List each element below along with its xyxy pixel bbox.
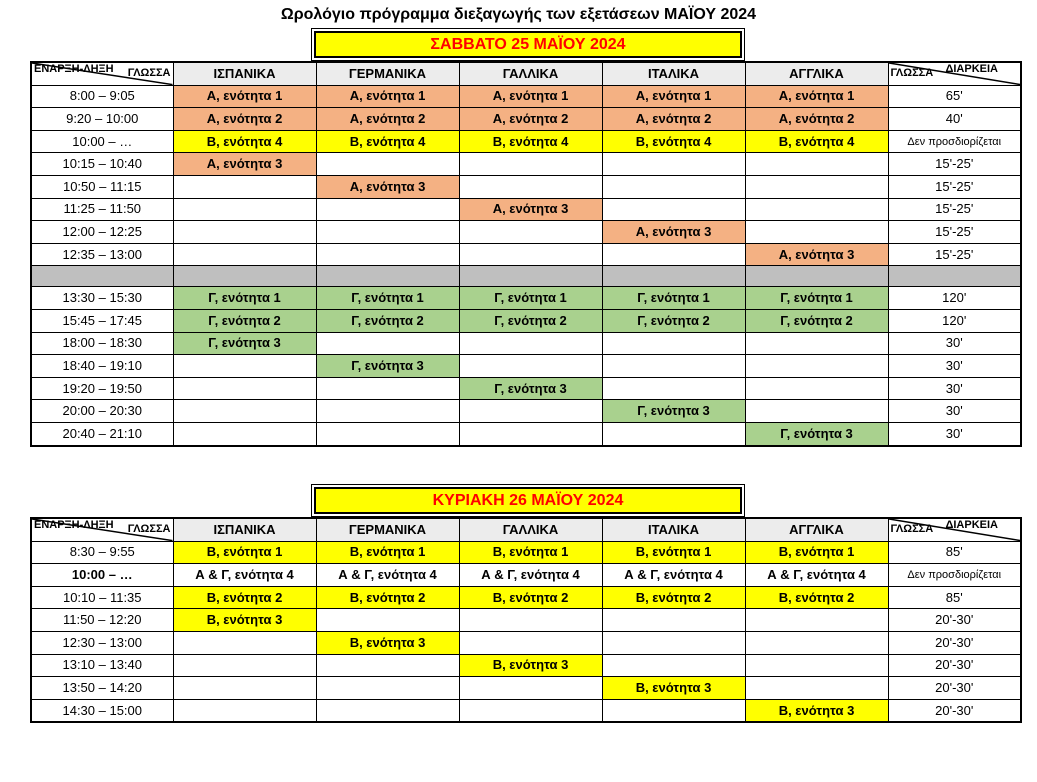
exam-cell — [173, 355, 316, 378]
exam-cell: Β, ενότητα 2 — [173, 586, 316, 609]
exam-cell — [459, 631, 602, 654]
exam-cell — [745, 153, 888, 176]
duration-cell: 15'-25' — [888, 221, 1021, 244]
duration-cell: 20'-30' — [888, 654, 1021, 677]
exam-cell: Α, ενότητα 1 — [459, 85, 602, 108]
exam-cell — [316, 699, 459, 722]
break-cell — [316, 266, 459, 287]
time-slot: 15:45 – 17:45 — [31, 309, 173, 332]
exam-cell: Β, ενότητα 4 — [602, 130, 745, 153]
schedule-row — [31, 677, 1021, 700]
schedule-row — [31, 586, 1021, 609]
exam-cell — [173, 699, 316, 722]
exam-cell: Γ, ενότητα 2 — [745, 309, 888, 332]
exam-cell — [459, 609, 602, 632]
schedule-row — [31, 198, 1021, 221]
exam-cell: Α & Γ, ενότητα 4 — [173, 564, 316, 587]
exam-cell: Γ, ενότητα 2 — [316, 309, 459, 332]
exam-cell — [602, 631, 745, 654]
duration-cell: 120' — [888, 309, 1021, 332]
exam-cell — [173, 422, 316, 445]
time-slot: 8:30 – 9:55 — [31, 541, 173, 564]
time-slot: 12:00 – 12:25 — [31, 221, 173, 244]
exam-cell — [173, 221, 316, 244]
header-language: ΑΓΓΛΙΚΑ — [745, 518, 888, 541]
header-glossa-label: ΓΛΩΣΣΑ — [890, 523, 934, 535]
time-slot: 12:30 – 13:00 — [31, 631, 173, 654]
exam-cell: Γ, ενότητα 2 — [602, 309, 745, 332]
exam-cell: Β, ενότητα 4 — [745, 130, 888, 153]
duration-cell: 15'-25' — [888, 153, 1021, 176]
exam-cell: Β, ενότητα 3 — [602, 677, 745, 700]
duration-cell: 15'-25' — [888, 243, 1021, 266]
exam-cell: Α & Γ, ενότητα 4 — [459, 564, 602, 587]
schedule-row — [31, 153, 1021, 176]
exam-cell: Β, ενότητα 1 — [459, 541, 602, 564]
time-slot: 10:10 – 11:35 — [31, 586, 173, 609]
exam-cell: Α, ενότητα 3 — [745, 243, 888, 266]
exam-cell: Γ, ενότητα 1 — [459, 287, 602, 310]
schedule-row — [31, 654, 1021, 677]
duration-cell: 30' — [888, 422, 1021, 445]
exam-cell: Β, ενότητα 1 — [316, 541, 459, 564]
schedule-row — [31, 377, 1021, 400]
duration-cell: 30' — [888, 332, 1021, 355]
schedule-row — [31, 422, 1021, 445]
exam-cell: Β, ενότητα 2 — [459, 586, 602, 609]
header-glossa-duration — [888, 62, 1021, 85]
duration-cell: Δεν προσδιορίζεται — [888, 564, 1021, 587]
duration-cell: 20'-30' — [888, 699, 1021, 722]
time-slot: 20:40 – 21:10 — [31, 422, 173, 445]
time-slot: 10:15 – 10:40 — [31, 153, 173, 176]
exam-cell — [316, 677, 459, 700]
exam-cell: Β, ενότητα 3 — [459, 654, 602, 677]
schedule-row — [31, 400, 1021, 423]
header-start-end-label: ΕΝΑΡΞΗ-ΛΗΞΗ — [34, 62, 114, 75]
exam-cell: Β, ενότητα 1 — [602, 541, 745, 564]
exam-cell — [602, 355, 745, 378]
duration-cell: 30' — [888, 355, 1021, 378]
exam-cell — [316, 221, 459, 244]
header-glossa-label: ΓΛΩΣΣΑ — [890, 67, 934, 79]
exam-cell — [173, 631, 316, 654]
break-row — [31, 266, 1021, 287]
header-row — [31, 62, 1021, 85]
exam-cell — [316, 609, 459, 632]
day2-schedule-table — [30, 517, 1022, 723]
exam-cell — [316, 332, 459, 355]
header-language: ΓΕΡΜΑΝΙΚΑ — [316, 62, 459, 85]
exam-cell — [602, 175, 745, 198]
header-glossa-start-end — [31, 62, 173, 85]
exam-cell — [745, 631, 888, 654]
exam-cell: Γ, ενότητα 3 — [173, 332, 316, 355]
time-slot: 10:00 – … — [31, 564, 173, 587]
time-slot: 12:35 – 13:00 — [31, 243, 173, 266]
exam-cell — [602, 153, 745, 176]
exam-cell: Α & Γ, ενότητα 4 — [602, 564, 745, 587]
exam-cell: Β, ενότητα 2 — [602, 586, 745, 609]
schedule-row — [31, 564, 1021, 587]
duration-cell: 30' — [888, 400, 1021, 423]
exam-cell — [745, 677, 888, 700]
day1-title: ΣΑΒΒΑΤΟ 25 ΜΑΪΟΥ 2024 — [314, 31, 742, 58]
time-slot: 14:30 – 15:00 — [31, 699, 173, 722]
break-cell — [459, 266, 602, 287]
exam-cell — [745, 332, 888, 355]
exam-cell — [173, 677, 316, 700]
break-cell — [745, 266, 888, 287]
duration-cell: 65' — [888, 85, 1021, 108]
time-slot: 13:50 – 14:20 — [31, 677, 173, 700]
exam-cell: Γ, ενότητα 1 — [316, 287, 459, 310]
exam-cell: Α, ενότητα 2 — [316, 108, 459, 131]
exam-cell: Γ, ενότητα 3 — [316, 355, 459, 378]
exam-cell: Α, ενότητα 3 — [316, 175, 459, 198]
exam-cell — [459, 400, 602, 423]
exam-cell — [459, 332, 602, 355]
time-slot: 9:20 – 10:00 — [31, 108, 173, 131]
duration-cell: 20'-30' — [888, 677, 1021, 700]
exam-cell: Γ, ενότητα 1 — [173, 287, 316, 310]
duration-cell: 120' — [888, 287, 1021, 310]
exam-cell — [745, 609, 888, 632]
header-language: ΓΑΛΛΙΚΑ — [459, 62, 602, 85]
header-language: ΙΣΠΑΝΙΚΑ — [173, 518, 316, 541]
exam-cell: Α, ενότητα 1 — [316, 85, 459, 108]
exam-cell: Α, ενότητα 1 — [602, 85, 745, 108]
exam-cell — [459, 221, 602, 244]
exam-cell — [316, 153, 459, 176]
exam-cell — [745, 654, 888, 677]
exam-cell: Γ, ενότητα 3 — [459, 377, 602, 400]
header-glossa-label: ΓΛΩΣΣΑ — [127, 67, 171, 79]
header-language: ΑΓΓΛΙΚΑ — [745, 62, 888, 85]
exam-cell — [173, 654, 316, 677]
exam-cell: Β, ενότητα 2 — [745, 586, 888, 609]
exam-cell — [459, 699, 602, 722]
exam-cell: Γ, ενότητα 3 — [745, 422, 888, 445]
exam-cell — [459, 153, 602, 176]
schedule-row — [31, 243, 1021, 266]
duration-cell: 85' — [888, 541, 1021, 564]
duration-cell: 40' — [888, 108, 1021, 131]
exam-cell — [602, 422, 745, 445]
break-cell — [31, 266, 173, 287]
exam-cell — [459, 422, 602, 445]
header-language: ΙΤΑΛΙΚΑ — [602, 518, 745, 541]
schedule-row — [31, 609, 1021, 632]
exam-cell: Α, ενότητα 1 — [173, 85, 316, 108]
header-glossa-start-end — [31, 518, 173, 541]
exam-cell — [316, 400, 459, 423]
break-cell — [602, 266, 745, 287]
exam-cell — [173, 198, 316, 221]
header-language: ΓΕΡΜΑΝΙΚΑ — [316, 518, 459, 541]
exam-cell: Γ, ενότητα 1 — [745, 287, 888, 310]
header-language: ΓΑΛΛΙΚΑ — [459, 518, 602, 541]
time-slot: 13:10 – 13:40 — [31, 654, 173, 677]
exam-cell — [602, 654, 745, 677]
exam-cell: Α, ενότητα 2 — [602, 108, 745, 131]
time-slot: 10:00 – … — [31, 130, 173, 153]
time-slot: 18:40 – 19:10 — [31, 355, 173, 378]
exam-cell: Β, ενότητα 3 — [173, 609, 316, 632]
exam-cell — [602, 609, 745, 632]
exam-cell: Γ, ενότητα 3 — [602, 400, 745, 423]
duration-cell: 30' — [888, 377, 1021, 400]
break-cell — [888, 266, 1021, 287]
exam-cell — [602, 377, 745, 400]
page-title: Ωρολόγιο πρόγραμμα διεξαγωγής των εξετάσεων ΜΑΪΟΥ 2024 — [280, 6, 757, 23]
schedule-row — [31, 631, 1021, 654]
time-slot: 8:00 – 9:05 — [31, 85, 173, 108]
exam-cell: Α, ενότητα 3 — [602, 221, 745, 244]
time-slot: 13:30 – 15:30 — [31, 287, 173, 310]
exam-cell — [745, 198, 888, 221]
time-slot: 11:25 – 11:50 — [31, 198, 173, 221]
break-cell — [173, 266, 316, 287]
exam-cell: Γ, ενότητα 2 — [459, 309, 602, 332]
exam-cell: Α & Γ, ενότητα 4 — [745, 564, 888, 587]
exam-cell: Β, ενότητα 4 — [316, 130, 459, 153]
exam-cell: Β, ενότητα 3 — [745, 699, 888, 722]
exam-cell — [745, 175, 888, 198]
exam-cell: Β, ενότητα 1 — [745, 541, 888, 564]
exam-cell — [459, 243, 602, 266]
duration-cell: 15'-25' — [888, 175, 1021, 198]
exam-cell — [316, 654, 459, 677]
header-language: ΙΣΠΑΝΙΚΑ — [173, 62, 316, 85]
exam-cell — [745, 221, 888, 244]
exam-cell: Β, ενότητα 4 — [173, 130, 316, 153]
exam-cell — [316, 243, 459, 266]
header-start-end-label: ΕΝΑΡΞΗ-ΛΗΞΗ — [34, 518, 114, 531]
header-row — [31, 518, 1021, 541]
exam-cell — [459, 355, 602, 378]
time-slot: 10:50 – 11:15 — [31, 175, 173, 198]
exam-cell: Α, ενότητα 2 — [745, 108, 888, 131]
exam-cell — [459, 175, 602, 198]
schedule-row — [31, 287, 1021, 310]
schedule-row — [31, 175, 1021, 198]
header-duration-label: ΔΙΑΡΚΕΙΑ — [945, 62, 998, 75]
duration-cell: 20'-30' — [888, 609, 1021, 632]
exam-cell: Α, ενότητα 1 — [745, 85, 888, 108]
exam-cell — [745, 400, 888, 423]
time-slot: 11:50 – 12:20 — [31, 609, 173, 632]
duration-cell: 15'-25' — [888, 198, 1021, 221]
exam-cell — [745, 355, 888, 378]
exam-cell — [602, 699, 745, 722]
schedule-row — [31, 221, 1021, 244]
schedule-row — [31, 699, 1021, 722]
duration-cell: 20'-30' — [888, 631, 1021, 654]
exam-cell — [173, 243, 316, 266]
exam-cell — [459, 677, 602, 700]
header-glossa-duration — [888, 518, 1021, 541]
schedule-row — [31, 85, 1021, 108]
exam-cell: Α, ενότητα 2 — [173, 108, 316, 131]
exam-cell: Α, ενότητα 3 — [173, 153, 316, 176]
exam-cell: Γ, ενότητα 1 — [602, 287, 745, 310]
header-duration-label: ΔΙΑΡΚΕΙΑ — [945, 518, 998, 531]
exam-cell: Β, ενότητα 1 — [173, 541, 316, 564]
exam-cell: Α & Γ, ενότητα 4 — [316, 564, 459, 587]
schedule-row — [31, 309, 1021, 332]
header-glossa-label: ΓΛΩΣΣΑ — [127, 523, 171, 535]
exam-cell: Α, ενότητα 2 — [459, 108, 602, 131]
schedule-row — [31, 541, 1021, 564]
exam-cell — [602, 243, 745, 266]
schedule-row — [31, 108, 1021, 131]
exam-cell: Β, ενότητα 2 — [316, 586, 459, 609]
schedule-row — [31, 332, 1021, 355]
exam-cell: Γ, ενότητα 2 — [173, 309, 316, 332]
exam-cell — [316, 198, 459, 221]
day1-schedule-table — [30, 61, 1022, 447]
exam-cell — [745, 377, 888, 400]
exam-cell — [602, 332, 745, 355]
exam-cell — [173, 400, 316, 423]
time-slot: 19:20 – 19:50 — [31, 377, 173, 400]
schedule-row — [31, 355, 1021, 378]
schedule-row — [31, 130, 1021, 153]
header-language: ΙΤΑΛΙΚΑ — [602, 62, 745, 85]
duration-cell: Δεν προσδιορίζεται — [888, 130, 1021, 153]
exam-cell — [316, 377, 459, 400]
exam-cell: Α, ενότητα 3 — [459, 198, 602, 221]
exam-cell — [173, 377, 316, 400]
exam-cell — [173, 175, 316, 198]
exam-cell — [316, 422, 459, 445]
day2-title: ΚΥΡΙΑΚΗ 26 ΜΑΪΟΥ 2024 — [314, 487, 742, 514]
time-slot: 18:00 – 18:30 — [31, 332, 173, 355]
exam-cell: Β, ενότητα 3 — [316, 631, 459, 654]
duration-cell: 85' — [888, 586, 1021, 609]
exam-cell — [602, 198, 745, 221]
time-slot: 20:00 – 20:30 — [31, 400, 173, 423]
exam-cell: Β, ενότητα 4 — [459, 130, 602, 153]
